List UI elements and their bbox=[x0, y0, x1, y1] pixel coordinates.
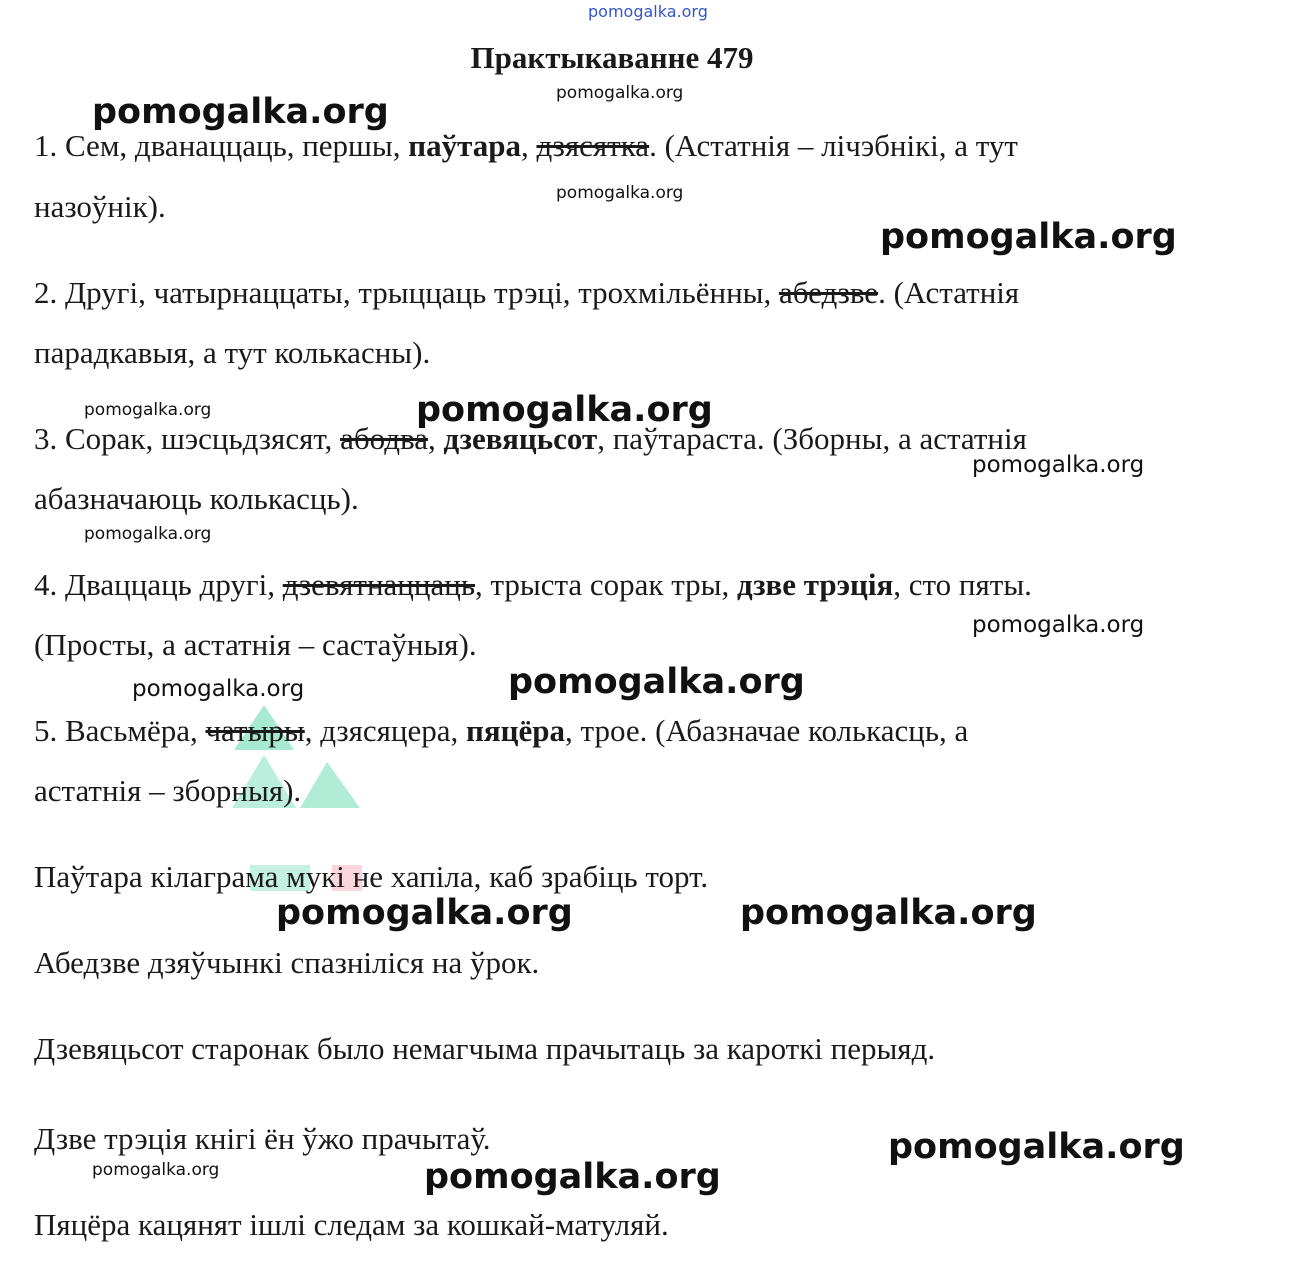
watermark: pomogalka.org bbox=[556, 83, 684, 103]
text-line bbox=[34, 189, 166, 225]
text-span: Дзве трэція кнігі ён ўжо прачытаў. bbox=[34, 1121, 491, 1156]
text-span: абазначаюць колькасць). bbox=[34, 481, 359, 516]
text-line bbox=[34, 481, 359, 517]
watermark: pomogalka.org bbox=[740, 893, 1037, 933]
watermark: pomogalka.org bbox=[92, 92, 389, 132]
text-span: астатнія – зборныя). bbox=[34, 773, 302, 808]
watermark: pomogalka.org bbox=[972, 452, 1145, 478]
text-line bbox=[34, 567, 1032, 603]
text-span: Пяцёра кацянят ішлі следам за кошкай-матуляй. bbox=[34, 1207, 669, 1242]
text-line bbox=[34, 1207, 669, 1243]
text-span: . (Астатнія bbox=[878, 275, 1020, 310]
bold-word: пяцёра bbox=[466, 713, 566, 748]
watermark: pomogalka.org bbox=[972, 612, 1145, 638]
text-span: , трыста сорак тры, bbox=[474, 567, 738, 602]
text-span: назоўнік). bbox=[34, 189, 166, 224]
text-span: (Просты, а астатнія – састаўныя). bbox=[34, 627, 477, 662]
page-title: Практыкаванне 479 bbox=[470, 40, 754, 75]
watermark: pomogalka.org bbox=[84, 524, 212, 544]
text-span: . (Астатнія – лічэбнікі, а тут bbox=[649, 128, 1018, 163]
watermark: pomogalka.org bbox=[556, 183, 684, 203]
text-span: Абедзве дзяўчынкі спазніліся на ўрок. bbox=[34, 945, 540, 980]
text-line bbox=[34, 627, 477, 663]
text-span: парадкавыя, а тут колькасны). bbox=[34, 335, 431, 370]
text-line bbox=[34, 1031, 935, 1067]
watermark: pomogalka.org bbox=[508, 662, 805, 702]
struck-word: дзясятка bbox=[536, 128, 650, 163]
text-line bbox=[34, 335, 430, 371]
text-line bbox=[34, 945, 539, 981]
watermark: pomogalka.org bbox=[880, 217, 1177, 257]
watermark: pomogalka.org bbox=[132, 676, 305, 702]
text-line bbox=[34, 128, 1018, 164]
text-span: 3. Сорак, шэсцьдзясят, bbox=[34, 421, 341, 456]
text-line bbox=[34, 275, 1019, 311]
struck-word: чатыры bbox=[205, 713, 305, 748]
bold-word: паўтара bbox=[408, 128, 521, 163]
bold-word: дзевяцьсот bbox=[443, 421, 598, 456]
struck-word: дзевятнаццаць bbox=[282, 567, 475, 602]
text-span: , bbox=[520, 128, 537, 163]
text-span: 4. Дваццаць другі, bbox=[34, 567, 283, 602]
watermark: pomogalka.org bbox=[92, 1160, 220, 1180]
top-watermark: pomogalka.org bbox=[588, 2, 708, 21]
text-span: 2. Другі, чатырнаццаты, трыццаць трэці, трохмільённы, bbox=[34, 275, 779, 310]
text-span: , паўтараста. (Зборны, а астатнія bbox=[597, 421, 1027, 456]
watermark: pomogalka.org bbox=[416, 390, 713, 430]
text-line bbox=[34, 773, 301, 809]
text-span: Паўтара кілаграма мукі не хапіла, каб зрабіць торт. bbox=[34, 859, 709, 894]
watermark: pomogalka.org bbox=[84, 400, 212, 420]
watermark: pomogalka.org bbox=[276, 893, 573, 933]
text-line bbox=[34, 1121, 491, 1157]
text-span: Дзевяцьсот старонак было немагчыма прачытаць за кароткі перыяд. bbox=[34, 1031, 936, 1066]
text-span: 1. Сем, дванаццаць, першы, bbox=[34, 128, 409, 163]
watermark: pomogalka.org bbox=[424, 1157, 721, 1197]
watermark: pomogalka.org bbox=[888, 1127, 1185, 1167]
text-line bbox=[34, 859, 708, 895]
text-span: , дзясяцера, bbox=[304, 713, 467, 748]
text-span: , сто пяты. bbox=[893, 567, 1032, 602]
bold-word: дзве трэція bbox=[737, 567, 894, 602]
text-span: 5. Васьмёра, bbox=[34, 713, 206, 748]
text-span: , трое. (Абазначае колькасць, а bbox=[565, 713, 969, 748]
struck-word: абедзве bbox=[778, 275, 879, 310]
text-line bbox=[34, 713, 968, 749]
struck-word: абодва bbox=[340, 421, 428, 456]
text-span: , bbox=[427, 421, 444, 456]
